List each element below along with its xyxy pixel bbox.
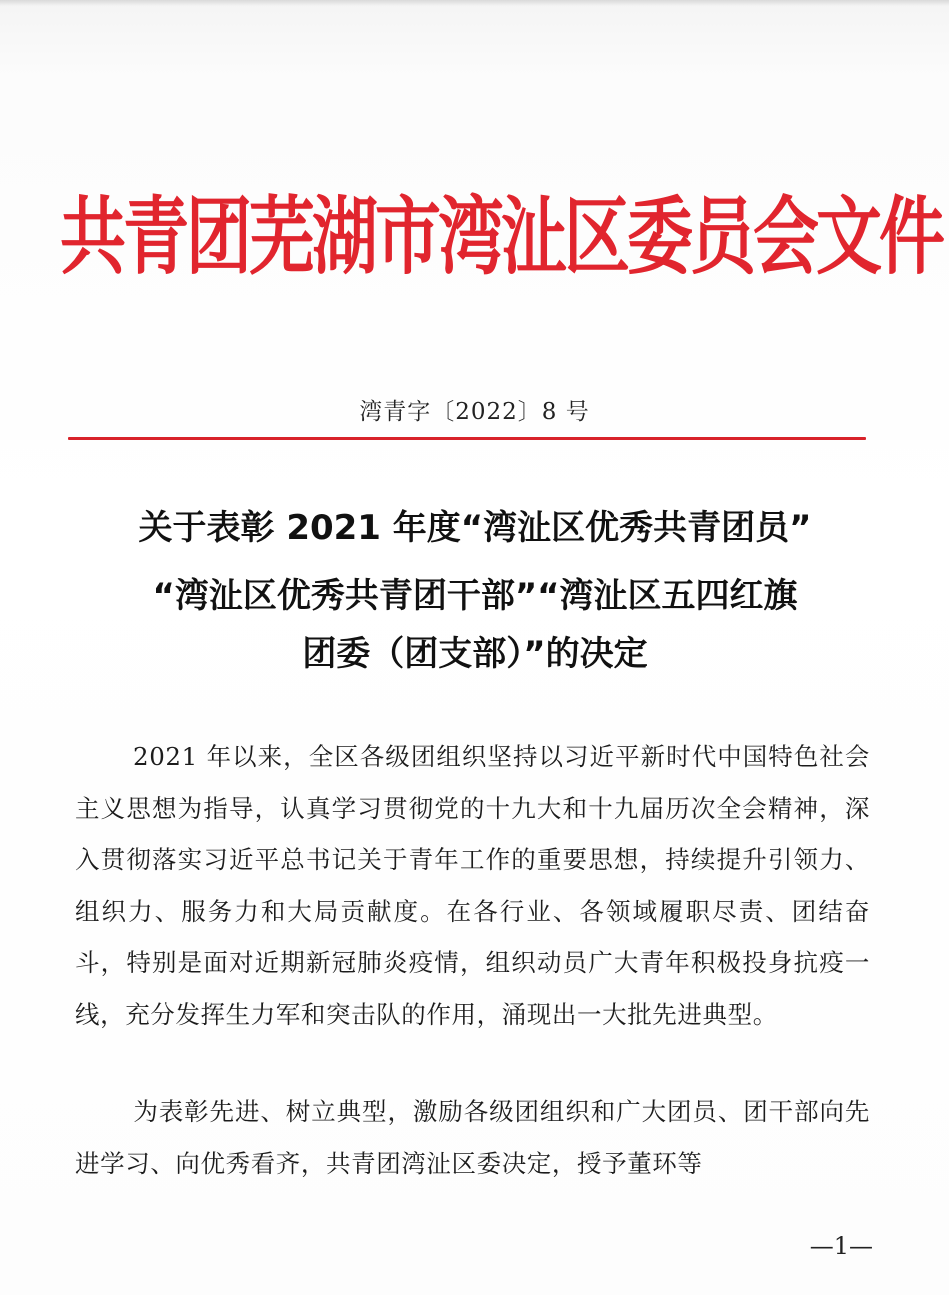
document-title-line-3: 团委（团支部）”的决定 xyxy=(302,634,648,674)
body-paragraph-1 xyxy=(75,731,870,1040)
document-title-line-1: 关于表彰 2021 年度“湾沚区优秀共青团员” xyxy=(138,508,812,548)
document-masthead: 共青团芜湖市湾沚区委员会文件 xyxy=(60,188,942,287)
body-paragraph-1-text: 2021 年以来，全区各级团组织坚持以习近平新时代中国特色社会主义思想为指导，认真学习贯彻党的十九大和十九届历次全会精神，深入贯彻落实习近平总书记关于青年工作的重要思想，持续提升引领力、组织力、服务力和大局贡献度。在各行业、各领域履职尽责、团结奋斗，特别是面对近期新冠肺炎疫情，组织动员广大青年积极投身抗疫一线，充分发挥生力军和突击队的作用，涌现出一大批先进典型。 xyxy=(75,742,870,1029)
red-divider-line xyxy=(68,437,866,440)
document-title-line-2: “湾沚区优秀共青团干部”“湾沚区五四红旗 xyxy=(152,576,798,616)
body-paragraph-2-text: 为表彰先进、树立典型，激励各级团组织和广大团员、团干部向先进学习、向优秀看齐，共青团湾沚区委决定，授予董环等 xyxy=(75,1097,870,1178)
page-shadow xyxy=(0,0,949,6)
document-number: 湾青字〔2022〕8 号 xyxy=(359,399,590,425)
body-paragraph-2 xyxy=(75,1086,870,1189)
page-number: —1— xyxy=(809,1232,873,1260)
